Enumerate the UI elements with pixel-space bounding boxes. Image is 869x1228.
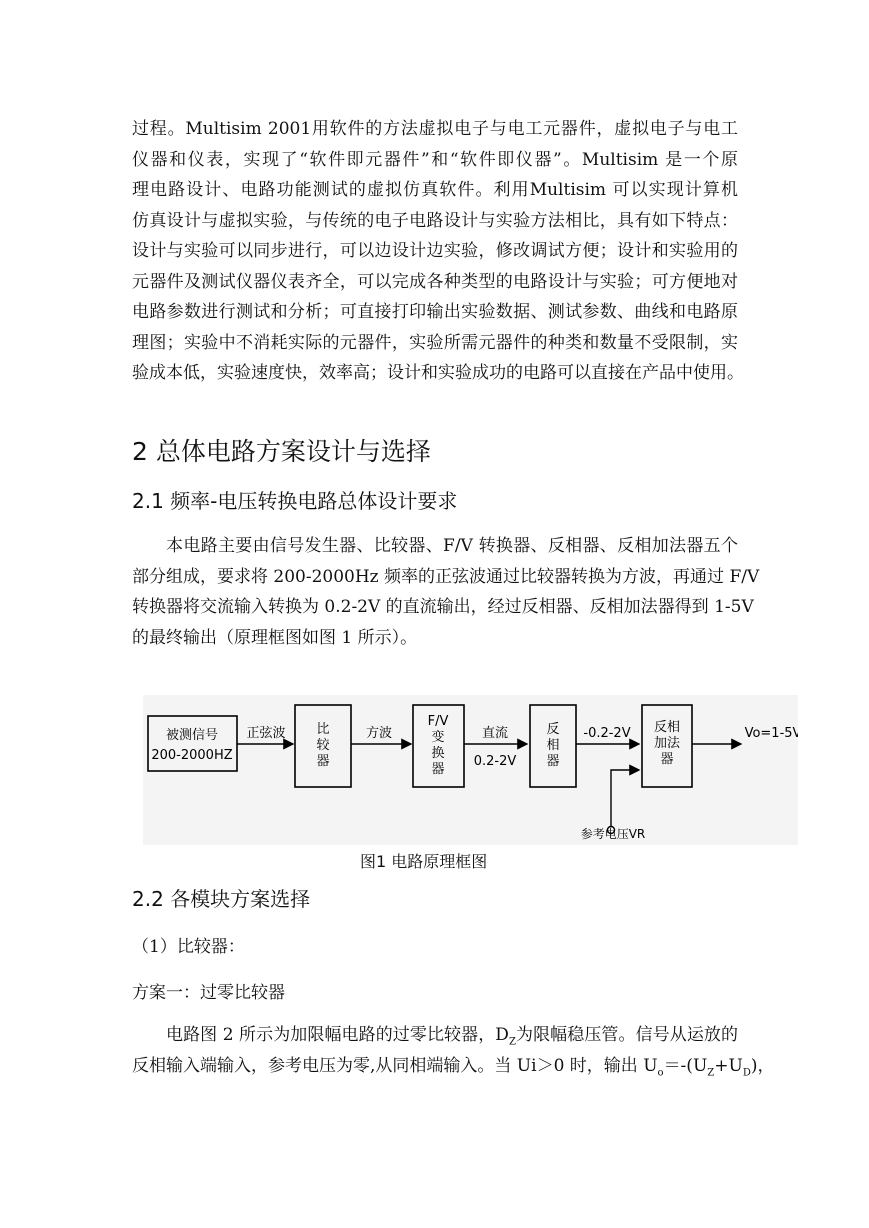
comparator-char: 比 bbox=[316, 722, 330, 737]
circuit-block-diagram bbox=[143, 695, 798, 845]
arrow-reference-to-adder bbox=[611, 770, 639, 827]
text-line: 过程。Multisim 2001用软件的方法虚拟电子与电工元器件，虚拟电子与电工 bbox=[132, 119, 738, 139]
text-run: 反相输入端输入，参考电压为零,从同相端输入。当 Ui＞0 时，输出 U bbox=[132, 1055, 658, 1076]
subsection-heading: 2.1 频率-电压转换电路总体设计要求 bbox=[132, 489, 458, 513]
text-run: 电路图 2 所示为加限幅电路的过零比较器，D bbox=[166, 1025, 509, 1045]
text-line: 本电路主要由信号发生器、比较器、F/V 转换器、反相器、反相加法器五个 bbox=[166, 536, 738, 556]
input-block-range: 200-2000HZ bbox=[151, 748, 233, 763]
fv-char: 变 bbox=[431, 730, 445, 745]
subscript: Z bbox=[508, 1036, 516, 1048]
text-line: 的最终输出（原理框图如图 1 所示）。 bbox=[132, 627, 418, 648]
figure-caption: 图1 电路原理框图 bbox=[360, 852, 488, 871]
text-line: 部分组成，要求将 200-2000Hz 频率的正弦波通过比较器转换为方波，再通过 F/V bbox=[132, 566, 760, 587]
comparator-char: 较 bbox=[316, 738, 330, 753]
text-line: 理图；实验中不消耗实际的元器件，实验所需元器件的种类和数量不受限制，实 bbox=[132, 332, 738, 353]
intro-paragraph bbox=[132, 114, 744, 389]
reference-voltage-label: 参考电压VR bbox=[580, 827, 646, 841]
subscript: o bbox=[657, 1066, 664, 1078]
dc-label: 直流 bbox=[481, 726, 509, 741]
subsection-heading: 2.2 各模块方案选择 bbox=[132, 887, 311, 911]
output-label: Vo=1-5V bbox=[744, 726, 798, 741]
inverter-char: 器 bbox=[546, 754, 560, 769]
text-run: +U bbox=[714, 1055, 743, 1076]
text-line bbox=[132, 1020, 738, 1051]
text-run: 为限幅稳压管。信号从运放的 bbox=[515, 1025, 739, 1045]
dc-range-label: 0.2-2V bbox=[473, 754, 517, 769]
fv-char: 器 bbox=[431, 762, 445, 777]
text-line: 电路参数进行测试和分析；可直接打印输出实验数据、测试参数、曲线和电路原 bbox=[132, 302, 738, 322]
adder-char: 反相 bbox=[653, 720, 681, 735]
adder-char: 器 bbox=[660, 752, 674, 767]
text-line: 设计与实验可以同步进行，可以边设计边实验，修改调试方便；设计和实验用的 bbox=[132, 241, 738, 261]
subscript: D bbox=[742, 1066, 751, 1078]
fv-char: F/V bbox=[427, 714, 449, 729]
text-run: )， bbox=[750, 1055, 775, 1076]
text-line: 元器件及测试仪器仪表齐全，可以完成各种类型的电路设计与实验；可方便地对 bbox=[132, 271, 738, 292]
square-wave-label: 方波 bbox=[365, 726, 393, 741]
text-line: 仿真设计与虚拟实验，与传统的电子电路设计与实验方法相比，具有如下特点： bbox=[132, 210, 738, 231]
sine-wave-label: 正弦波 bbox=[246, 726, 286, 741]
text-line: 仪器和仪表，实现了“软件即元器件”和“软件即仪器”。Multisim 是一个原 bbox=[132, 149, 738, 170]
negative-range-label: -0.2-2V bbox=[583, 726, 631, 741]
requirements-paragraph bbox=[132, 531, 760, 653]
inverter-char: 相 bbox=[546, 738, 560, 753]
subscript: Z bbox=[707, 1066, 715, 1078]
comparator-paragraph bbox=[132, 1020, 775, 1081]
inverter-char: 反 bbox=[546, 722, 560, 737]
text-line: 验成本低，实验速度快，效率高；设计和实验成功的电路可以直接在产品中使用。 bbox=[132, 363, 744, 383]
adder-char: 加法 bbox=[653, 736, 681, 751]
fv-char: 换 bbox=[431, 746, 445, 761]
text-line: 理电路设计、电路功能测试的虚拟仿真软件。利用Multisim 可以实现计算机 bbox=[132, 180, 738, 200]
section-heading: 2 总体电路方案设计与选择 bbox=[132, 437, 431, 466]
list-item-label: （1）比较器： bbox=[132, 937, 245, 957]
text-line: 转换器将交流输入转换为 0.2-2V 的直流输出，经过反相器、反相加法器得到 1-5V bbox=[132, 597, 754, 617]
text-run: ＝-(U bbox=[663, 1055, 708, 1076]
input-block-label: 被测信号 bbox=[165, 728, 219, 743]
scheme-title: 方案一：过零比较器 bbox=[132, 983, 285, 1003]
text-line bbox=[132, 1051, 775, 1082]
comparator-char: 器 bbox=[316, 754, 330, 769]
